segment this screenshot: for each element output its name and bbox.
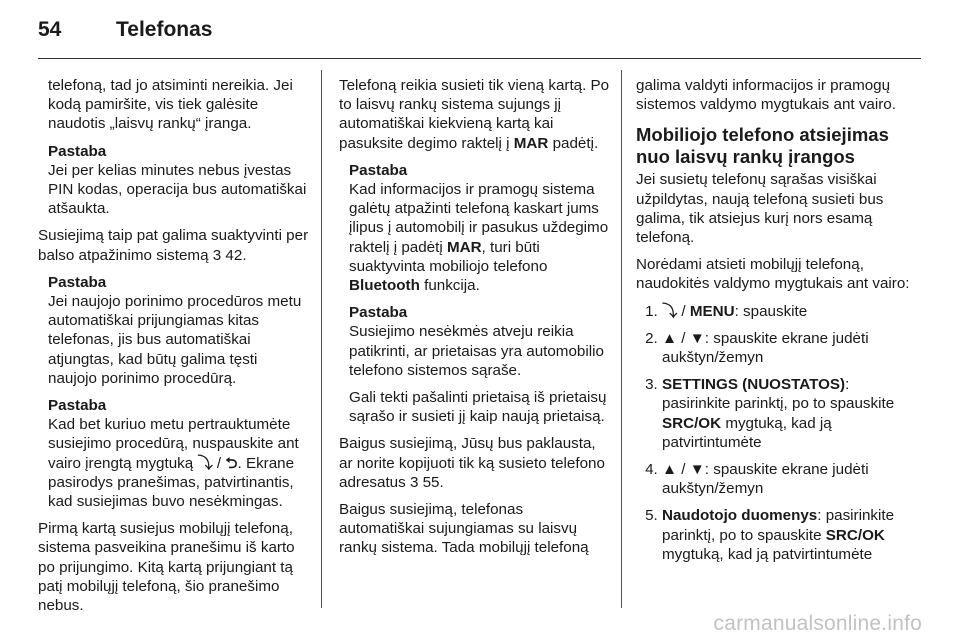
list-item [662, 375, 911, 452]
note-title: Pastaba [349, 304, 408, 322]
page-header [38, 18, 212, 48]
note-title: Pastaba [349, 161, 408, 179]
key-label: MENU [689, 302, 735, 320]
list-item [662, 329, 911, 367]
paragraph: telefoną, tad jo atsiminti nereikia. Jei kodą pamiršite, vis tiek galėsite naudotis „laisvų rankų“ įranga. [48, 77, 293, 133]
step-text: : spauskite ekrane judėti aukštyn/žemyn [662, 461, 869, 498]
step-text: : spauskite [734, 302, 808, 320]
note [38, 142, 310, 219]
paragraph-text: Telefoną reikia susieti tik vieną kartą. Po to laisvų rankų sistema sujungs jį automatiškai kiekvieną kartą kai pasuksite degimo raktelį į [339, 77, 610, 152]
paragraph-text: Baigus susiejimą, Jūsų bus paklausta, ar norite kopijuoti tik ką susieto telefono adresatus [339, 435, 605, 491]
column-divider-1 [321, 70, 322, 608]
list-item [662, 460, 911, 498]
paragraph-text: Susiejimą taip pat galima suaktyvinti per balso atpažinimo sistemą [38, 227, 309, 264]
step-text: : pasirinkite parinktį, po to spauskite [662, 507, 895, 544]
note-text: Jei per kelias minutes nebus įvestas PIN kodas, operacija bus automatiškai atšaukta. [48, 161, 307, 218]
list-item [662, 506, 911, 564]
key-label: SRC/OK [825, 526, 885, 544]
steps-list [636, 302, 911, 564]
note-text: Jei naujojo porinimo procedūros metu automatiškai prijungiamas kitas telefonas, jis bus automatiškai atjungtas, kad būtų galima tęsti naujojo porinimo procedūrą. [48, 293, 302, 387]
note-text: Gali tekti pašalinti prietaisą iš prietaisų sąrašo ir susieti jį kaip naują prietaisą. [349, 389, 607, 426]
step-text: : pasirinkite parinktį, po to spauskite [662, 376, 895, 413]
paragraph [339, 76, 611, 153]
separator: / [681, 302, 686, 320]
note-text: Ekrane pasirodys pranešimas, patvirtinantis, kad susiejimas buvo nesėkmingas. [48, 454, 295, 511]
separator: / [216, 454, 222, 472]
key-label: MAR [446, 238, 482, 256]
column-divider-2 [621, 70, 622, 608]
note-title: Pastaba [48, 273, 107, 291]
paragraph: galima valdyti informacijos ir pramogų sistemos valdymo mygtukais ant vairo. [636, 77, 896, 114]
note-title: Pastaba [48, 142, 107, 160]
up-arrow-icon: ▲ [662, 461, 678, 479]
paragraph: Jei susietų telefonų sąrašas visiškai užpildytas, naują telefoną susieti bus galima, tik atsiejus kurį nors esamą telefoną. [636, 171, 884, 247]
back-icon: ⮌ [225, 454, 238, 472]
column-2 [339, 76, 611, 566]
down-arrow-icon: ▼ [689, 329, 705, 347]
key-label: SETTINGS (NUOSTATOS) [662, 376, 846, 394]
separator: / [681, 329, 686, 347]
key-label: Naudotojo duomenys [662, 507, 818, 525]
column-3 [636, 76, 911, 572]
paragraph-text: padėtį. [552, 134, 599, 152]
paragraph: Pirmą kartą susiejus mobilųjį telefoną, sistema pasveikina pranešimu iš karto po prijungimo. Kitą kartą prijungiant tą patį mobilųjį telefoną, šio pranešimo nebus. [38, 520, 295, 615]
note-text: Kad informacijos ir pramogų sistema galėtų atpažinti telefoną kaskart jums įlipus į automobilį ir pasukus uždegimo raktelį į padėtį [349, 181, 609, 256]
separator: / [681, 461, 686, 479]
key-label: Bluetooth [349, 277, 420, 295]
down-arrow-icon: ▼ [689, 461, 705, 479]
key-label: SRC/OK [662, 414, 722, 432]
hangup-icon: ⤵ [662, 302, 678, 320]
note-text: Susiejimo nesėkmės atveju reikia patikrinti, ar prietaisas yra automobilio telefono sistemos sąraše. [349, 323, 604, 379]
paragraph: Baigus susiejimą, telefonas automatiškai sujungiamas su laisvų rankų sistema. Tada mobilųjį telefoną [339, 501, 589, 557]
up-arrow-icon: ▲ [662, 329, 678, 347]
note-text: Kad bet kuriuo metu pertrauktumėte susiejimo procedūrą, nuspauskite ant vairo įrengtą mygtuką [48, 416, 299, 472]
note [38, 273, 310, 388]
header-rule [38, 58, 921, 59]
note-text: , turi būti suaktyvinta mobiliojo telefono [349, 238, 548, 275]
page-reference[interactable]: 3 55. [409, 473, 444, 491]
step-text: mygtuką, kad ją patvirtintumėte [662, 414, 832, 451]
note: Pastaba Kad bet kuriuo metu pertrauktumėte susiejimo procedūrą, nuspauskite ant vairo įrengtą mygtuką ⤵ / ⮌. Ekrane pasirodys pranešimas, patvirtinantis, kad susiejimas buvo nesėkmingas. [38, 396, 310, 511]
page-title: Telefonas [116, 18, 213, 41]
column-1 [38, 76, 310, 623]
hangup-icon: ⤵ [197, 454, 213, 472]
paragraph [38, 226, 310, 264]
list-item [662, 302, 911, 321]
step-text: mygtuką, kad ją patvirtintumėte [662, 545, 873, 563]
note-title: Pastaba [48, 397, 107, 415]
page-number: 54 [38, 18, 62, 41]
section-heading: Mobiliojo telefono atsiejimas nuo laisvų rankų įrangos [636, 124, 889, 168]
page-reference[interactable]: 3 42. [212, 246, 247, 264]
paragraph: Norėdami atsieti mobilųjį telefoną, naudokitės valdymo mygtukais ant vairo: [636, 256, 910, 293]
watermark: carmanualsonline.info [713, 612, 922, 635]
step-text: : spauskite ekrane judėti aukštyn/žemyn [662, 329, 869, 367]
paragraph [339, 434, 611, 492]
note [339, 303, 611, 426]
note-text: funkcija. [424, 277, 480, 295]
note [339, 161, 611, 295]
key-label: MAR [513, 134, 549, 152]
